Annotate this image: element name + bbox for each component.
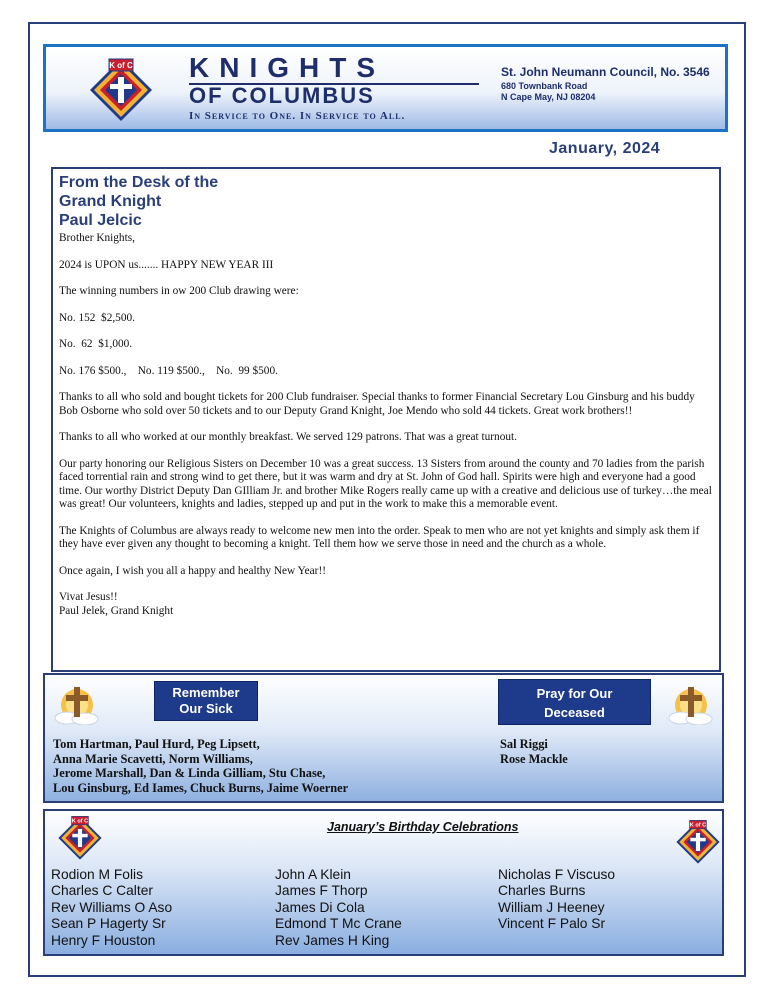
deceased-label-line: Pray for Our: [536, 686, 613, 701]
sick-names-line: Lou Ginsburg, Ed Iames, Chuck Burns, Jaime Woerner: [53, 780, 349, 795]
letter-paragraph: The Knights of Columbus are always ready to welcome new men into the order. Speak to men who are not yet knights and simply ask them if they have ever given any thought to becoming a knight. Tell them how we serve those in need and the church as a whole.: [59, 524, 700, 550]
sick-names-line: Jerome Marshall, Dan & Linda Gilliam, Stu Chase,: [53, 766, 326, 780]
birthday-name: William J Heeney: [498, 899, 605, 915]
pray-deceased-label: [498, 679, 651, 725]
emblem-text: K of C: [689, 822, 707, 829]
letter-body: [59, 232, 713, 618]
sick-label-line: Our Sick: [179, 701, 233, 716]
grand-knight-letter: [51, 167, 721, 672]
birthday-name: Charles C Calter: [51, 883, 153, 899]
brand-tagline: In Service to One. In Service to All.: [189, 110, 406, 122]
birthday-column-2: [275, 867, 402, 949]
letter-paragraph: No. 152 $2,500.: [59, 311, 135, 324]
remember-sick-label: [154, 681, 258, 721]
letter-paragraph: Thanks to all who sold and bought tickets for 200 Club fundraiser. Special thanks to former Financial Secretary Lou Ginsburg and his buddy Bob Osborne who sold over 50 tickets and to our Deputy Grand Knight, Joe Mendo who sold 44 tickets. Great work brothers!!: [59, 391, 695, 417]
emblem-text: K of C: [71, 818, 89, 825]
letter-paragraph: No. 62 $1,000.: [59, 338, 133, 350]
issue-date: January, 2024: [549, 140, 661, 157]
birthday-column-3: [498, 867, 615, 933]
letter-title-line: From the Desk of the: [59, 174, 219, 191]
birthday-title: January’s Birthday Celebrations: [327, 820, 519, 834]
birthday-name: Henry F Houston: [51, 932, 156, 948]
birthday-panel: [43, 809, 724, 956]
birthday-name: Rodion M Folis: [51, 867, 144, 882]
kofc-emblem-icon: [675, 819, 721, 865]
letter-paragraph: 2024 is UPON us....... HAPPY NEW YEAR III: [59, 258, 274, 271]
letter-title: [59, 173, 713, 230]
brand-title: KNIGHTS: [189, 52, 385, 83]
birthday-name: John A Klein: [275, 867, 351, 882]
deceased-names-list: [500, 737, 568, 766]
birthday-name: Nicholas F Viscuso: [498, 867, 616, 882]
letter-paragraph: Once again, I wish you all a happy and healthy New Year!!: [59, 564, 326, 577]
emblem-text: K of C: [109, 61, 133, 70]
header-banner: [43, 44, 728, 132]
birthday-name: James F Thorp: [275, 883, 368, 899]
sick-names-list: [53, 737, 348, 795]
letter-title-line: Grand Knight: [59, 193, 162, 210]
sick-names-line: Tom Hartman, Paul Hurd, Peg Lipsett,: [53, 737, 260, 751]
council-address-line2: N Cape May, NJ 08204: [501, 92, 596, 102]
brand-subtitle: OF COLUMBUS: [189, 83, 375, 108]
letter-closing-line: Vivat Jesus!!: [59, 591, 118, 603]
sick-names-line: Anna Marie Scavetti, Norm Williams,: [53, 751, 253, 766]
birthday-column-1: [51, 867, 172, 949]
birthday-name: Rev James H King: [275, 932, 390, 948]
deceased-name: Rose Mackle: [500, 751, 568, 766]
deceased-label-line: Deceased: [544, 705, 605, 720]
kofc-emblem-icon: [57, 815, 103, 861]
cross-sunrise-icon: [667, 681, 715, 725]
birthday-name: Charles Burns: [498, 883, 586, 899]
birthday-name: Edmond T Mc Crane: [275, 916, 402, 932]
letter-paragraph: The winning numbers in ow 200 Club drawing were:: [59, 285, 299, 297]
sick-label-line: Remember: [172, 685, 240, 700]
letter-paragraph: No. 176 $500., No. 119 $500., No. 99 $500.: [59, 364, 278, 377]
birthday-name: Rev Williams O Aso: [51, 899, 173, 915]
birthday-name: Sean P Hagerty Sr: [51, 916, 166, 932]
deceased-name: Sal Riggi: [500, 737, 548, 751]
letter-paragraph: Brother Knights,: [59, 232, 135, 244]
birthday-name: James Di Cola: [275, 899, 365, 915]
council-name: St. John Neumann Council, No. 3546: [501, 65, 710, 79]
letter-paragraph: Our party honoring our Religious Sisters on December 10 was a great success. 13 Sisters from around the county and 70 ladies from the parish faced torrential rain and strong wind to get there, but it was warm and dry at St. John of God hall. Spirits were high and everyone had a good time. Our worthy District Deputy Dan GIlliam Jr. and brother Mike Rogers really came up with a creative and delicious use of turkey…the meal was great! Our volunteers, knights and ladies, stepped up and put in the work to make this a memorable event.: [59, 457, 712, 510]
letter-paragraph: Thanks to all who worked at our monthly breakfast. We served 129 patrons. That was a great turnout.: [59, 431, 517, 443]
birthday-name: Vincent F Palo Sr: [498, 916, 606, 932]
letter-signature: Paul Jelek, Grand Knight: [59, 604, 174, 617]
kofc-emblem-icon: [88, 57, 154, 123]
prayer-panel: [43, 673, 724, 803]
letter-title-line: Paul Jelcic: [59, 212, 142, 229]
cross-sunrise-icon: [53, 681, 101, 725]
council-address-line1: 680 Townbank Road: [501, 81, 588, 91]
